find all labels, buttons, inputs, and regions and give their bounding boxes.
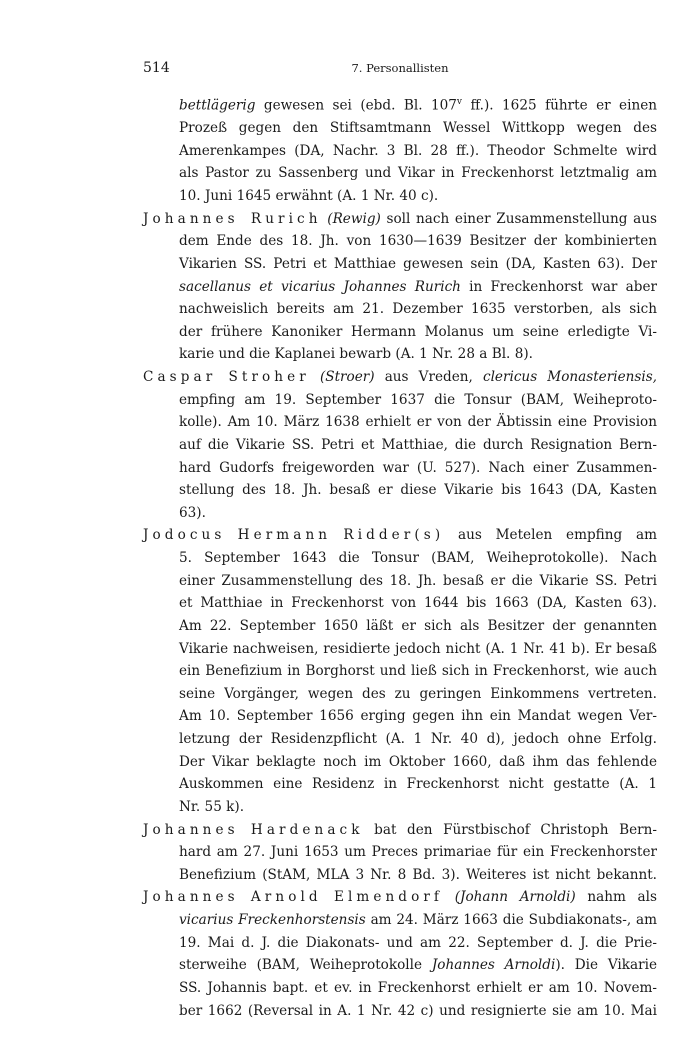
person-name: Johannes [143,821,239,838]
text-line [143,909,657,932]
name-variant: (Stroer) [319,369,375,386]
text-line: Nr. 55 k). [179,798,245,815]
person-name: Hermann [237,527,332,544]
text-run: ff.). 1625 führte er einen [462,97,658,114]
text-line: ein Benefizium in Borghorst und ließ sich in Freckenhorst, wie auch [179,663,657,680]
text-line: nachweislich bereits am 21. Dezember 1635 verstorben, als sich [179,301,657,318]
text-run: bettlägerig [179,97,256,114]
text-line: 19. Mai d. J. die Diakonats- und am 22. September d. J. die Prie- [179,934,657,951]
text-line: hard Gudorfs freigeworden war (U. 527). Nach einer Zusammen- [179,459,657,476]
person-name: Jodocus [143,527,226,544]
person-name: Johannes [143,889,239,906]
entry-heading [143,819,657,842]
text-line: Prozeß gegen den Stiftsamtmann Wessel Wittkopp wegen des [179,120,657,137]
person-name: Johannes [143,210,239,227]
text-run: sterweihe (BAM, Weiheprotokolle [179,957,432,974]
running-head: 7. Personallisten [351,61,449,75]
text-run: ). Die Vikarie [555,957,657,974]
text-line: letzung der Residenzpflicht (A. 1 Nr. 40 d), jedoch ohne Erfolg. [179,731,657,748]
entry-heading [143,366,657,389]
text-line: Am 10. September 1656 erging gegen ihn ein Mandat wegen Ver- [179,708,657,725]
text-line: empfing am 19. September 1637 die Tonsur (BAM, Weiheproto- [179,391,657,408]
text-line: kolle). Am 10. März 1638 erhielt er von der Äbtissin eine Provision [179,414,657,431]
text-line: et Matthiae in Freckenhorst von 1644 bis 1663 (DA, Kasten 63). [179,595,657,612]
text-line: seine Vorgänger, wegen des zu geringen Einkommens vertreten. [179,685,657,702]
text-line: Der Vikar beklagte noch im Oktober 1660, daß ihm das fehlende [179,753,657,770]
text-line: 63). [179,504,206,521]
text-line: Vikarien SS. Petri et Matthiae gewesen sein (DA, Kasten 63). Der [179,255,657,272]
text-line: 10. Juni 1645 erwähnt (A. 1 Nr. 40 c). [179,188,439,205]
entry-heading [143,524,657,547]
text-line [143,91,657,117]
text-run: am 24. März 1663 die Subdiakonats-, am [365,912,657,929]
text-line: als Pastor zu Sassenberg und Vikar in Freckenhorst letztmalig am [179,165,657,182]
text-line: ber 1662 (Reversal in A. 1 Nr. 42 c) und resignierte sie am 10. Mai [179,1002,657,1019]
text-run: sacellanus et vicarius Johannes Rurich [179,278,461,295]
text-run: Johannes Arnoldi [431,957,556,974]
text-line: einer Zusammenstellung des 18. Jh. besaß er die Vikarie SS. Petri [179,572,657,589]
person-name: Caspar [143,369,217,386]
entry-heading [143,208,657,231]
person-name: Arnold [250,889,322,906]
person-name: Ridder(s) [343,527,445,544]
text-line [143,954,657,977]
text-run: v [456,97,463,107]
text-line: Auskommen eine Residenz in Freckenhorst nicht gestatte (A. 1 [179,776,657,793]
text-line: dem Ende des 18. Jh. von 1630—1639 Besitzer der kombinierten [179,233,657,250]
text-run: aus Vreden, [374,369,483,386]
person-name: Stroher [228,369,310,386]
text-run: aus Metelen empfing am [444,527,657,544]
text-line: auf die Vikarie SS. Petri et Matthiae, die durch Resignation Bern- [179,436,657,453]
text-line: SS. Johannis bapt. et ev. in Freckenhorst erhielt er am 10. Novem- [179,979,657,996]
text-run: soll nach einer Zusammenstellung aus [380,210,658,227]
text-line [143,276,657,299]
page-number: 514 [143,60,170,76]
text-run: nahm als [575,889,657,906]
text-line: Vikarie nachweisen, residierte jedoch nicht (A. 1 Nr. 41 b). Er besaß [179,640,657,657]
person-name: Elmendorf [333,889,444,906]
text-run: vicarius Freckenhorstensis [179,912,366,929]
text-line: der frühere Kanoniker Hermann Molanus um seine erledigte Vi- [179,323,657,340]
text-line: Am 22. September 1650 läßt er sich als Besitzer der genannten [179,617,657,634]
text-run: gewesen sei (ebd. Bl. 107 [255,97,457,114]
text-line: Amerenkampes (DA, Nachr. 3 Bl. 28 ff.). Theodor Schmelte wird [179,142,657,159]
text-run: in Freckenhorst war aber [460,278,657,295]
text-line: karie und die Kaplanei bewarb (A. 1 Nr. 28 a Bl. 8). [179,346,533,363]
name-variant: (Rewig) [327,210,381,227]
text-line: Benefizium (StAM, MLA 3 Nr. 8 Bd. 3). Weiteres ist nicht bekannt. [179,866,657,883]
text-line: 5. September 1643 die Tonsur (BAM, Weiheprotokolle). Nach [179,550,657,567]
name-variant: (Johann Arnoldi) [454,889,576,906]
body-text [143,91,657,1022]
text-line: hard am 27. Juni 1653 um Preces primariae für ein Freckenhorster [179,844,657,861]
person-name: Rurich [250,210,322,227]
text-run: bat den Fürstbischof Christoph Bern- [363,821,657,838]
entry-heading [143,886,657,909]
text-run: clericus Monasteriensis, [482,369,657,386]
person-name: Hardenack [250,821,364,838]
page-header [143,60,657,80]
text-line: stellung des 18. Jh. besaß er diese Vikarie bis 1643 (DA, Kasten [179,482,657,499]
